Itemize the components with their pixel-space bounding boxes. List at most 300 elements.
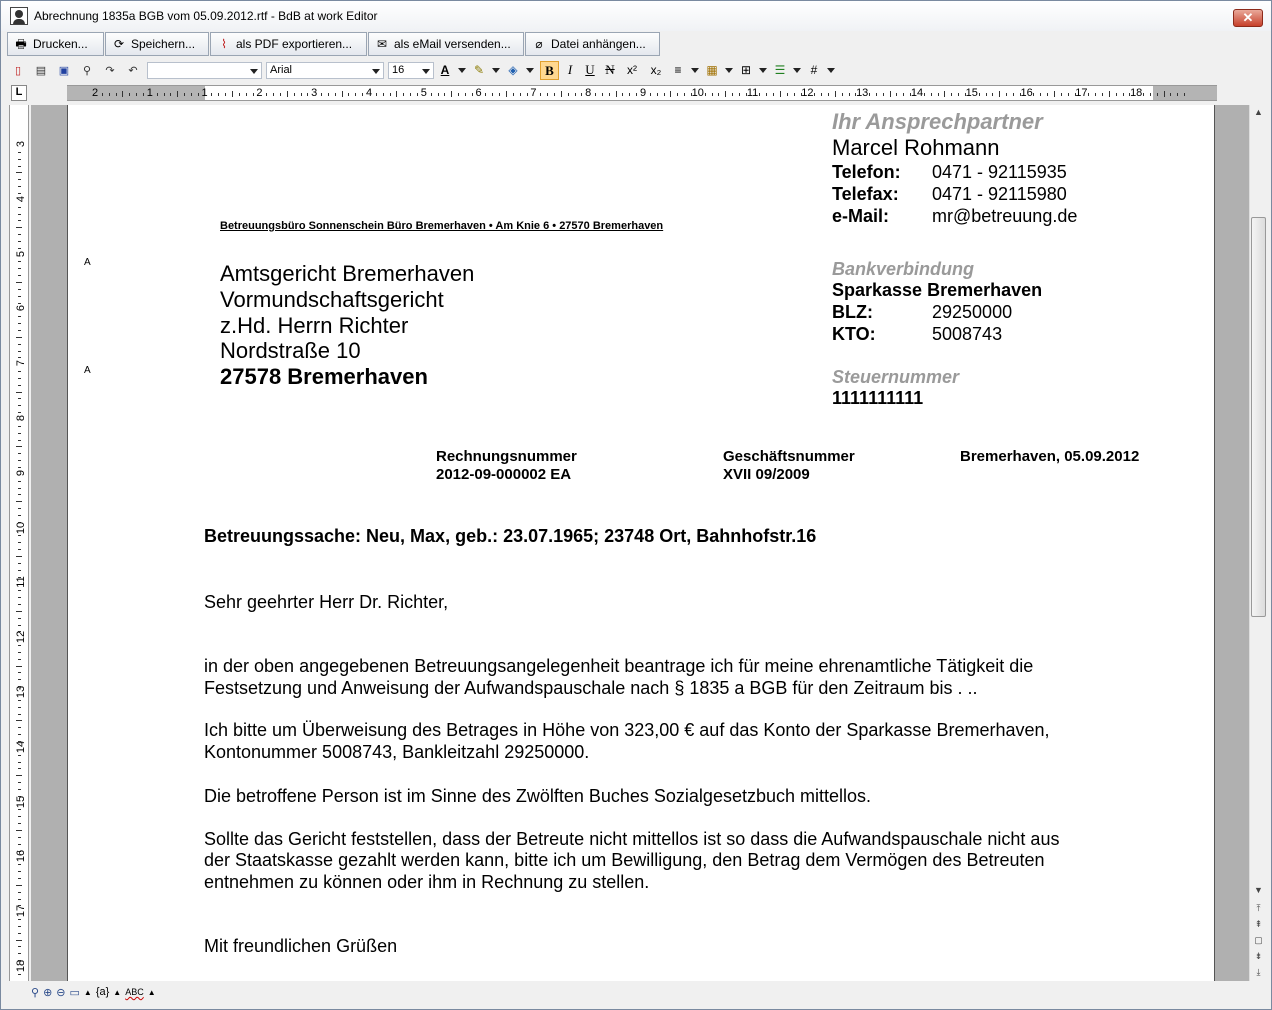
ruler-tick — [944, 91, 945, 97]
ruler-tick — [814, 93, 815, 96]
insert-image-icon[interactable]: ▣ — [58, 64, 70, 77]
ruler-tick — [1109, 91, 1110, 97]
ruler-tick — [828, 93, 829, 96]
font-color-icon[interactable]: A — [440, 63, 450, 77]
ruler-tick — [766, 93, 767, 96]
sender-line: Betreuungsbüro Sonnenschein Büro Bremerhaven • Am Knie 6 • 27570 Bremerhaven — [220, 220, 664, 232]
ruler-tick — [18, 871, 21, 872]
phone-label: Telefon: — [832, 162, 901, 182]
ruler-tick — [18, 878, 21, 879]
ruler-tick — [999, 91, 1000, 97]
document-page[interactable] — [67, 105, 1215, 981]
ruler-tick — [18, 261, 21, 262]
vertical-ruler[interactable] — [9, 105, 29, 981]
tax-heading: Steuernummer — [832, 367, 960, 387]
ruler-tick — [18, 220, 21, 221]
ruler-tick — [301, 93, 302, 96]
body-line: Sollte das Gericht feststellen, dass der Betreute nicht mittellos ist so dass die Aufwandspauschale nicht aus — [204, 829, 1060, 849]
ruler-tick — [1013, 93, 1014, 96]
ruler-label: 15 — [965, 87, 978, 99]
ruler-tick — [16, 501, 22, 502]
ruler-tick — [849, 93, 850, 96]
blz-label: BLZ: — [832, 302, 873, 322]
send-email-label: als eMail versenden... — [394, 37, 511, 51]
ruler-label: 7 — [530, 87, 537, 99]
field-button[interactable]: # — [810, 63, 818, 77]
ruler-tick — [18, 782, 21, 783]
ruler-tick — [18, 837, 21, 838]
previous-page-icon[interactable]: ⇞ — [1254, 919, 1263, 929]
scrollbar-thumb[interactable] — [1251, 217, 1266, 617]
table-dropdown[interactable] — [759, 68, 767, 73]
ruler-tick — [718, 93, 719, 96]
ruler-tick — [273, 93, 274, 96]
ruler-tick — [376, 93, 377, 96]
ruler-tick — [547, 93, 548, 96]
ruler-tick — [18, 275, 21, 276]
ruler-tick — [561, 91, 562, 97]
ruler-tick — [18, 234, 21, 235]
fill-color-dropdown[interactable] — [526, 68, 534, 73]
ruler-tick — [18, 679, 21, 680]
ruler-tick — [18, 844, 21, 845]
ruler-tick — [1116, 93, 1117, 96]
ruler-tick — [575, 93, 576, 96]
ruler-tick — [18, 494, 21, 495]
ruler-tick — [492, 93, 493, 96]
ruler-tick — [177, 91, 178, 97]
ruler-tick — [18, 974, 21, 975]
document-area[interactable] — [31, 105, 1249, 981]
ruler-tick — [225, 93, 226, 96]
align-dropdown[interactable] — [691, 68, 699, 73]
font-size-select[interactable]: 16 — [388, 62, 434, 79]
ruler-tick — [554, 93, 555, 96]
spellcheck-menu-icon[interactable]: ▲ — [147, 987, 156, 997]
ruler-tick — [18, 159, 21, 160]
ruler-tick — [622, 93, 623, 96]
ruler-tick — [116, 93, 117, 96]
ruler-label: 12 — [15, 631, 27, 644]
ruler-tick — [18, 734, 21, 735]
ruler-tick — [725, 91, 726, 97]
ruler-tick — [246, 93, 247, 96]
ruler-tick — [1088, 93, 1089, 96]
ruler-tick — [903, 93, 904, 96]
ruler-tick — [451, 91, 452, 97]
table-icon[interactable]: ⊞ — [740, 63, 752, 77]
ruler-tick — [1177, 93, 1178, 96]
ruler-label: 17 — [1075, 87, 1088, 99]
find-icon[interactable]: ⚲ — [82, 64, 92, 77]
ruler-tick — [287, 91, 288, 97]
tax-number: 1111111111 — [832, 388, 924, 408]
ruler-tick — [18, 166, 21, 167]
ruler-tick — [842, 93, 843, 96]
ruler-tick — [18, 570, 21, 571]
field-dropdown[interactable] — [827, 68, 835, 73]
ruler-tick — [670, 91, 671, 97]
ruler-tick — [18, 700, 21, 701]
ruler-tick — [1123, 93, 1124, 96]
ruler-tick — [979, 93, 980, 96]
ruler-tick — [18, 755, 21, 756]
page-setup-icon[interactable]: ▤ — [35, 64, 47, 77]
ruler-label: 8 — [15, 414, 27, 422]
ruler-tick — [18, 714, 21, 715]
ruler-tick — [568, 93, 569, 96]
ruler-tick — [1040, 93, 1041, 96]
anchor-mark: A — [84, 257, 91, 268]
strikethrough-button[interactable]: N — [605, 62, 615, 77]
ruler-label: 1 — [146, 87, 153, 99]
ruler-tick — [773, 93, 774, 96]
list-icon[interactable]: ☰ — [774, 63, 786, 77]
ruler-tick — [18, 398, 21, 399]
ruler-tick — [18, 768, 21, 769]
ruler-tick — [951, 93, 952, 96]
ruler-tick — [787, 93, 788, 96]
ruler-tick — [485, 93, 486, 96]
format-toolbar — [9, 59, 1265, 81]
ruler-tick — [18, 323, 21, 324]
ruler-tick — [506, 91, 507, 97]
page-view-icon[interactable]: ▭ — [69, 986, 80, 999]
ruler-tick — [280, 93, 281, 96]
contact-heading: Ihr Ansprechpartner — [832, 109, 1043, 134]
field-up-icon[interactable]: ▲ — [83, 987, 92, 997]
ruler-label: 16 — [1020, 87, 1033, 99]
ruler-label: 11 — [15, 576, 27, 589]
email-label: e-Mail: — [832, 206, 890, 226]
ruler-tick — [780, 91, 781, 97]
ruler-tick — [16, 282, 22, 283]
export-pdf-label: als PDF exportieren... — [236, 37, 353, 51]
ruler-tick — [883, 93, 884, 96]
ruler-tick — [1157, 93, 1158, 96]
fill-color-icon[interactable]: ◈ — [508, 63, 518, 77]
ruler-tick — [18, 823, 21, 824]
ruler-tick — [294, 93, 295, 96]
pdf-icon: ⌇ — [221, 37, 227, 51]
ruler-tick — [684, 93, 685, 96]
scroll-down-icon[interactable]: ▼ — [1254, 885, 1263, 895]
kto-value: 5008743 — [932, 324, 1003, 344]
ruler-tick — [18, 933, 21, 934]
next-page-icon[interactable]: ⇟ — [1254, 951, 1263, 961]
email-value: mr@betreuung.de — [932, 206, 1078, 226]
italic-button[interactable]: I — [567, 62, 573, 77]
horizontal-ruler[interactable] — [67, 85, 1217, 101]
case-number-label: Geschäftsnummer — [723, 448, 855, 465]
ruler-tick — [18, 378, 21, 379]
ruler-label: 16 — [15, 850, 27, 863]
send-email-button[interactable] — [368, 32, 524, 56]
list-dropdown[interactable] — [793, 68, 801, 73]
ruler-tick — [18, 597, 21, 598]
ruler-tick — [18, 892, 21, 893]
zoom-icon[interactable]: ⚲ — [31, 986, 40, 999]
ruler-tick — [232, 91, 233, 97]
ruler-tick — [16, 337, 22, 338]
ruler-tick — [18, 549, 21, 550]
body-line: Ich bitte um Überweisung des Betrages in Höhe von 323,00 € auf das Konto der Sparkasse Bremerhaven, — [204, 720, 1050, 740]
ruler-tick — [16, 885, 22, 886]
ruler-tick — [18, 316, 21, 317]
ruler-tick — [321, 93, 322, 96]
fax-value: 0471 - 92115980 — [932, 184, 1067, 204]
ruler-tick — [16, 775, 22, 776]
ruler-tick — [18, 214, 21, 215]
ruler-tick — [1095, 93, 1096, 96]
font-color-dropdown[interactable] — [458, 68, 466, 73]
ruler-tick — [869, 93, 870, 96]
ruler-tick — [396, 91, 397, 97]
attach-file-button[interactable] — [525, 32, 660, 56]
ruler-tick — [520, 93, 521, 96]
field-toggle[interactable]: {a} — [95, 986, 110, 998]
scroll-top-icon[interactable]: ⤒ — [1256, 903, 1261, 913]
paragraph-format-icon[interactable]: ▦ — [706, 63, 718, 77]
page-select-icon[interactable]: ▢ — [1254, 935, 1263, 945]
ruler-tick — [616, 91, 617, 97]
closing: Mit freundlichen Grüßen — [204, 936, 398, 956]
ruler-tick — [18, 268, 21, 269]
ruler-label: 11 — [746, 87, 759, 99]
ruler-label: 10 — [15, 521, 27, 534]
subject-line: Betreuungssache: Neu, Max, geb.: 23.07.1965; 23748 Ort, Bahnhofstr.16 — [204, 526, 817, 546]
ruler-label: 5 — [420, 87, 427, 99]
tab-stop-selector[interactable]: L — [11, 85, 27, 101]
ruler-tick — [18, 351, 21, 352]
ruler-label: 3 — [311, 87, 318, 99]
ruler-tick — [794, 93, 795, 96]
ruler-tick — [876, 93, 877, 96]
ruler-tick — [211, 93, 212, 96]
ruler-label: 9 — [15, 469, 27, 476]
ruler-label: 2 — [256, 87, 263, 99]
export-pdf-button[interactable] — [210, 32, 367, 56]
ruler-tick — [383, 93, 384, 96]
subscript-button[interactable]: x₂ — [650, 63, 662, 77]
ruler-tick — [18, 207, 21, 208]
body-line: Festsetzung und Anweisung der Aufwandspauschale nach § 1835 a BGB für den Zeitraum bis . .. — [204, 678, 978, 698]
ruler-tick — [342, 91, 343, 97]
ruler-tick — [444, 93, 445, 96]
ruler-tick — [1184, 93, 1185, 96]
save-button[interactable] — [105, 32, 209, 56]
ruler-label: 2 — [91, 87, 99, 99]
ruler-label: 18 — [15, 959, 27, 973]
ruler-tick — [109, 93, 110, 96]
scroll-up-icon[interactable]: ▲ — [1254, 107, 1263, 117]
ruler-tick — [18, 899, 21, 900]
ruler-tick — [992, 93, 993, 96]
ruler-tick — [239, 93, 240, 96]
ruler-tick — [18, 481, 21, 482]
bank-name: Sparkasse Bremerhaven — [832, 280, 1043, 300]
ruler-tick — [18, 371, 21, 372]
scroll-bottom-icon[interactable]: ⤓ — [1256, 967, 1261, 977]
body-line: der Staatskasse gezahlt werden kann, bitte ich um Bewilligung, den Betrag dem Vermögen des Betreuten — [204, 850, 1045, 870]
zoom-in-icon[interactable]: ⊕ — [43, 986, 53, 999]
ruler-tick — [18, 515, 21, 516]
ruler-tick — [18, 727, 21, 728]
print-label: Drucken... — [33, 37, 88, 51]
ruler-label: 12 — [801, 87, 814, 99]
ruler-tick — [1061, 93, 1062, 96]
vertical-scrollbar[interactable] — [1249, 105, 1266, 981]
ruler-tick — [465, 93, 466, 96]
close-button[interactable]: ✕ — [1233, 9, 1263, 27]
ruler-tick — [18, 618, 21, 619]
ruler-tick — [18, 535, 21, 536]
ruler-tick — [540, 93, 541, 96]
ruler-label: 4 — [365, 87, 373, 99]
ruler-label: 13 — [856, 87, 869, 99]
ruler-tick — [102, 93, 103, 96]
ruler-tick — [18, 604, 21, 605]
body-line: Die betroffene Person ist im Sinne des Zwölften Buches Sozialgesetzbuch mittellos. — [204, 786, 872, 806]
ruler-tick — [18, 152, 21, 153]
recipient-line: Amtsgericht Bremerhaven — [220, 261, 475, 286]
email-icon: ✉ — [376, 37, 388, 51]
ruler-tick — [18, 652, 21, 653]
superscript-button[interactable]: x² — [627, 63, 637, 77]
ruler-tick — [924, 93, 925, 96]
ruler-tick — [18, 488, 21, 489]
ruler-tick — [355, 93, 356, 96]
ruler-tick — [499, 93, 500, 96]
blz-value: 29250000 — [932, 302, 1013, 322]
ruler-tick — [759, 93, 760, 96]
ruler-tick — [1150, 93, 1151, 96]
ruler-tick — [1006, 93, 1007, 96]
body-line: entnehmen zu können oder ihm in Rechnung zu stellen. — [204, 872, 650, 892]
kto-label: KTO: — [832, 324, 876, 344]
ruler-label: 7 — [15, 360, 27, 367]
recipient-city: 27578 Bremerhaven — [220, 364, 428, 389]
ruler-tick — [16, 446, 22, 447]
ruler-tick — [18, 405, 21, 406]
ruler-tick — [1102, 93, 1103, 96]
ruler-tick — [18, 762, 21, 763]
phone-value: 0471 - 92115935 — [932, 162, 1067, 182]
ruler-tick — [18, 590, 21, 591]
ruler-tick — [129, 93, 130, 96]
redo-icon[interactable]: ↷ — [105, 64, 115, 77]
ruler-tick — [1164, 91, 1165, 97]
ruler-tick — [18, 926, 21, 927]
ruler-tick — [18, 241, 21, 242]
paperclip-icon: ⌀ — [535, 37, 543, 51]
ruler-tick — [595, 93, 596, 96]
ruler-tick — [16, 392, 22, 393]
ruler-label: 3 — [15, 140, 27, 148]
title-bar — [1, 1, 1271, 31]
ruler-tick — [18, 542, 21, 543]
ruler-tick — [1054, 91, 1055, 97]
ruler-tick — [16, 830, 22, 831]
ruler-label: 14 — [15, 740, 27, 753]
ruler-tick — [18, 344, 21, 345]
align-icon[interactable]: ≡ — [674, 63, 682, 77]
ruler-tick — [18, 385, 21, 386]
zoom-out-icon[interactable]: ⊖ — [56, 986, 66, 999]
ruler-tick — [18, 864, 21, 865]
window-title: Abrechnung 1835a BGB vom 05.09.2012.rtf - BdB at work Editor — [34, 9, 378, 23]
ruler-tick — [18, 809, 21, 810]
ruler-tick — [650, 93, 651, 96]
printer-icon: 🖶 — [15, 37, 27, 51]
recipient-line: z.Hd. Herrn Richter — [220, 313, 409, 338]
app-user-icon — [10, 7, 28, 25]
ruler-tick — [18, 460, 21, 461]
invoice-number-label: Rechnungsnummer — [436, 448, 577, 465]
ruler-tick — [986, 93, 987, 96]
ruler-tick — [390, 93, 391, 96]
status-bar — [31, 982, 1251, 1002]
ruler-tick — [16, 611, 22, 612]
ruler-tick — [18, 789, 21, 790]
ruler-label: 14 — [910, 87, 924, 99]
ruler-tick — [431, 93, 432, 96]
ruler-tick — [958, 93, 959, 96]
ruler-tick — [348, 93, 349, 96]
font-family-select[interactable]: Arial — [266, 62, 384, 79]
undo-icon[interactable]: ↶ — [128, 64, 138, 77]
ruler-tick — [18, 946, 21, 947]
ruler-tick — [1047, 93, 1048, 96]
style-select[interactable] — [147, 62, 262, 79]
ruler-tick — [1033, 93, 1034, 96]
save-label: Speichern... — [131, 37, 196, 51]
ruler-tick — [657, 93, 658, 96]
recipient-line: Nordstraße 10 — [220, 338, 361, 363]
ruler-tick — [16, 227, 22, 228]
ruler-label: 15 — [15, 795, 27, 808]
paragraph-dropdown[interactable] — [725, 68, 733, 73]
ruler-tick — [438, 93, 439, 96]
action-bar — [7, 32, 661, 56]
ruler-tick — [218, 93, 219, 96]
contact-name: Marcel Rohmann — [832, 135, 1000, 160]
ruler-tick — [938, 93, 939, 96]
ruler-tick — [896, 93, 897, 96]
new-document-icon[interactable]: ▯ — [14, 64, 22, 77]
highlight-dropdown[interactable] — [492, 68, 500, 73]
ruler-tick — [18, 296, 21, 297]
ruler-tick — [18, 426, 21, 427]
spellcheck-toggle[interactable]: ABC — [125, 987, 144, 997]
ruler-tick — [712, 93, 713, 96]
ruler-tick — [335, 93, 336, 96]
field-down-icon[interactable]: ▲ — [113, 987, 122, 997]
ruler-tick — [170, 93, 171, 96]
ruler-tick — [18, 625, 21, 626]
ruler-label: 6 — [15, 305, 27, 312]
anchor-mark: A — [84, 365, 91, 376]
print-button[interactable] — [7, 32, 104, 56]
ruler-tick — [629, 93, 630, 96]
ruler-tick — [410, 93, 411, 96]
highlight-icon[interactable]: ✎ — [473, 63, 485, 77]
ruler-tick — [16, 720, 22, 721]
underline-button[interactable]: U — [585, 62, 595, 77]
body-line: Kontonummer 5008743, Bankleitzahl 29250000. — [204, 742, 590, 762]
ruler-tick — [16, 556, 22, 557]
bold-button[interactable]: B — [540, 61, 559, 80]
